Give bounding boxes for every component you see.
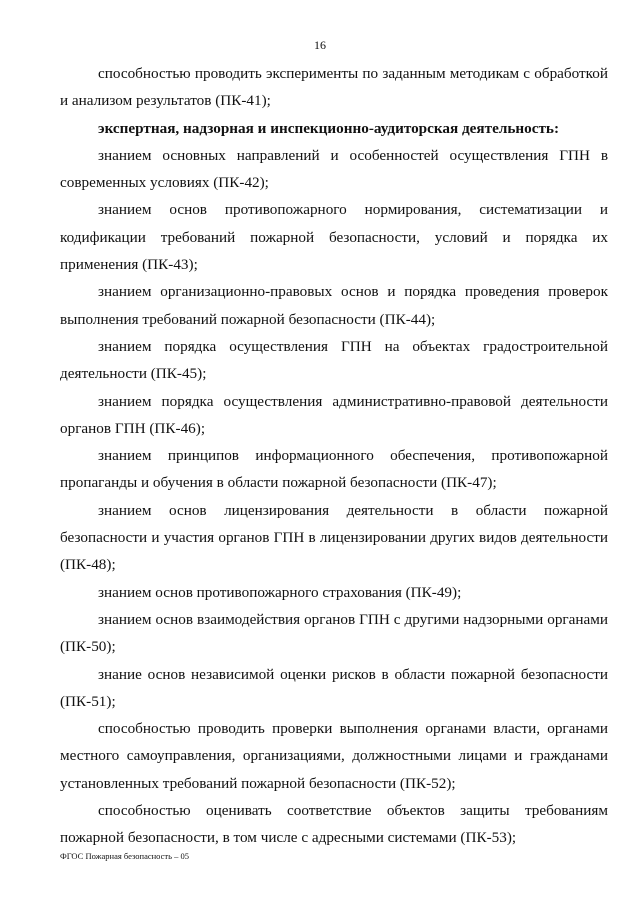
- page-number: 16: [314, 38, 326, 52]
- competency-pk-50: знанием основ взаимодействия органов ГПН с другими надзорными органами (ПК-50);: [60, 610, 608, 656]
- competency-pk-53: способностью оценивать соответствие объектов защиты требованиям пожарной безопасности, в том числе с адресными системами (ПК-53);: [60, 802, 608, 847]
- competency-pk-42: знанием основных направлений и особенностей осуществления ГПН в современных условиях (ПК-42);: [60, 146, 608, 192]
- competency-pk-49: знанием основ противопожарного страхования (ПК-49);: [98, 583, 462, 601]
- competency-pk-46: знанием порядка осуществления административно-правовой деятельности органов ГПН (ПК-46);: [60, 392, 608, 437]
- competency-pk-51: знание основ независимой оценки рисков в области пожарной безопасности (ПК-51);: [60, 665, 608, 710]
- document-footer: ФГОС Пожарная безопасность – 05: [60, 851, 189, 861]
- competency-pk-45: знанием порядка осуществления ГПН на объектах градостроительной деятельности (ПК-45);: [60, 337, 608, 383]
- document-body: [60, 60, 608, 852]
- section-heading: экспертная, надзорная и инспекционно-аудиторская деятельность:: [98, 119, 560, 137]
- competency-pk-47: знанием принципов информационного обеспечения, противопожарной пропаганды и обучения в области пожарной безопасности (ПК-47);: [60, 447, 608, 492]
- competency-pk-41: способностью проводить эксперименты по заданным методикам с обработкой и анализом результатов (ПК-41);: [60, 65, 608, 110]
- competency-pk-48: знанием основ лицензирования деятельности в области пожарной безопасности и участия органов ГПН в лицензировании других видов деятельности (ПК-48);: [60, 501, 608, 574]
- competency-pk-43: знанием основ противопожарного нормирования, систематизации и кодификации требований пожарной безопасности, условий и порядка их применения (ПК-43);: [60, 201, 608, 274]
- competency-pk-52: способностью проводить проверки выполнения органами власти, органами местного самоуправления, организациями, должностными лицами и гражданами установленных требований пожарной безопасности (ПК-52);: [60, 720, 608, 792]
- competency-pk-44: знанием организационно-правовых основ и порядка проведения проверок выполнения требований пожарной безопасности (ПК-44);: [60, 283, 608, 328]
